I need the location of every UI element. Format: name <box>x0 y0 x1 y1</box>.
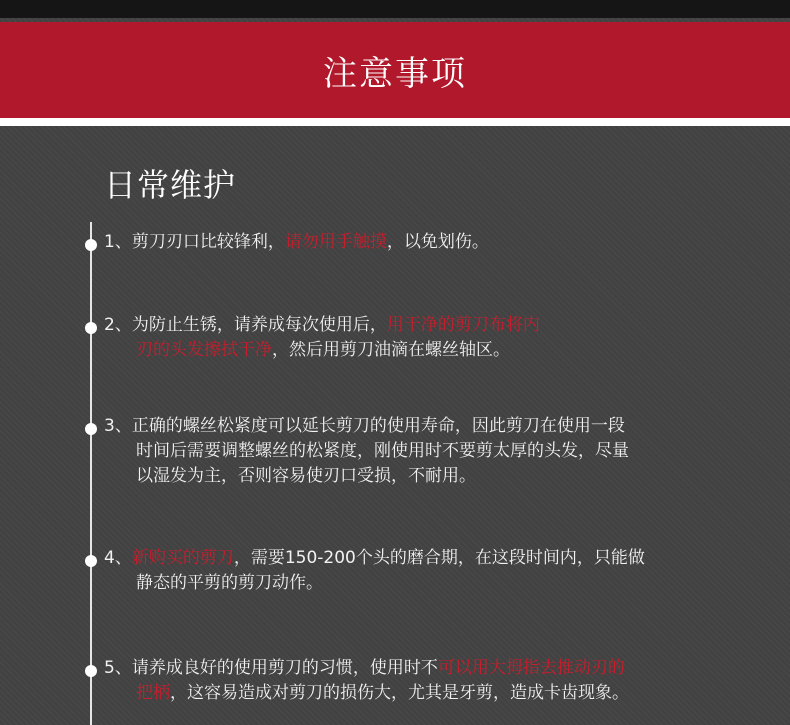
timeline-dot <box>85 423 97 435</box>
item-text <box>104 313 704 363</box>
item-text-part: 以湿发为主，否则容易使刃口受损，不耐用。 <box>136 466 476 486</box>
item-highlight: 用干净的剪刀布将内 <box>386 315 540 335</box>
item-text-part: ，然后用剪刀油滴在螺丝轴区。 <box>272 340 510 360</box>
item-text-part: 静态的平剪的剪刀动作。 <box>136 573 323 593</box>
item-text-part: ，以免划伤。 <box>386 232 489 252</box>
item-text-part: 为防止生锈，请养成每次使用后， <box>131 315 387 335</box>
timeline-line <box>90 222 92 725</box>
item-text-part: 时间后需要调整螺丝的松紧度，刚使用时不要剪太厚的头发，尽量 <box>136 441 629 461</box>
timeline-dot <box>85 239 97 251</box>
item-highlight: 把柄 <box>136 683 170 703</box>
item-number: 5、 <box>104 658 132 678</box>
item-text <box>104 546 704 596</box>
item-text <box>104 414 704 489</box>
item-text <box>104 656 704 706</box>
item-text-part: ，这容易造成对剪刀的损伤大，尤其是牙剪，造成卡齿现象。 <box>170 683 629 703</box>
item-text <box>104 230 704 255</box>
item-number: 4、 <box>104 548 132 568</box>
top-bar <box>0 0 790 18</box>
item-text-part: ，需要150-200个头的磨合期，在这段时间内，只能做 <box>233 548 645 568</box>
item-highlight: 新购买的剪刀 <box>131 548 234 568</box>
item-highlight: 刃的头发擦拭干净 <box>136 340 272 360</box>
item-number: 2、 <box>104 315 132 335</box>
item-text-part: 请养成良好的使用剪刀的习惯，使用时不 <box>131 658 438 678</box>
timeline-dot <box>85 322 97 334</box>
timeline-dot <box>85 555 97 567</box>
item-highlight: 可以用大拇指去推动刃的 <box>437 658 625 678</box>
item-highlight: 请勿用手触摸 <box>284 232 387 252</box>
section-title: 日常维护 <box>104 166 237 204</box>
timeline-dot <box>85 665 97 677</box>
page-title: 注意事项 <box>323 53 467 94</box>
header-divider <box>0 118 790 126</box>
item-text-part: 剪刀刃口比较锋利， <box>131 232 285 252</box>
item-number: 3、 <box>104 416 132 436</box>
header-band <box>0 22 790 118</box>
item-text-part: 正确的螺丝松紧度可以延长剪刀的使用寿命，因此剪刀在使用一段 <box>131 416 625 436</box>
item-number: 1、 <box>104 232 132 252</box>
